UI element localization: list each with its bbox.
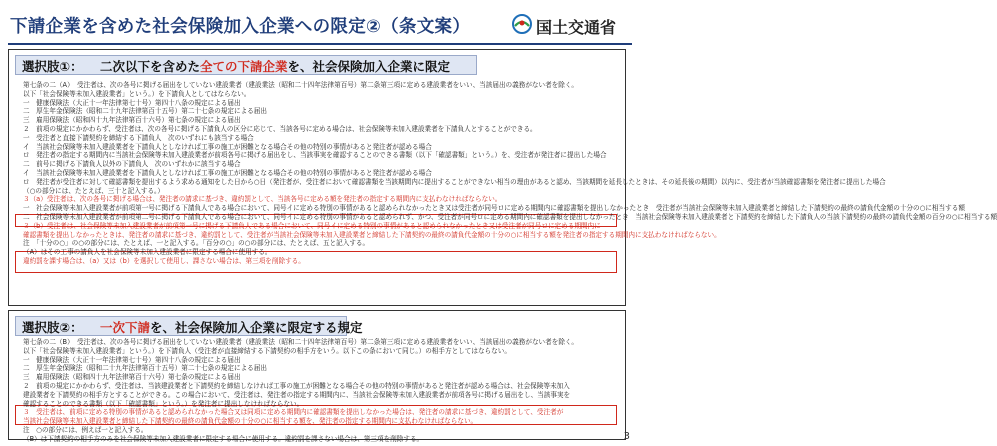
option-1-line: 注 「十分の○」の○の部分には、たとえば、一と記入する。「百分の○」の○の部分には、たとえば、五と記入する。: [23, 239, 370, 248]
option-1-line: 一 社会保険等未加入建設業者が前項第一号に掲げる下請負人である場合において、同号イに定める特別の事情があると認められなかったとき又は受注者が同号ロに定める期間内に確認書類を提出しなかったとき 受注者が当該社会保険等未加入建設業者と締結した下請契約の最終の請負代金額の十分の○に相当する額: [23, 204, 965, 213]
option-1-line: 以下「社会保険等未加入建設業者」という。）を下請負人としてはならない。: [23, 89, 251, 98]
option-2-line: （B）は下請契約の相手方のみを社会保険等未加入建設業者に限定する場合に使用する。違約罰を課さない場合は、第三項を削除する。: [23, 434, 424, 443]
option-1-line: 二 厚生年金保険法（昭和二十九年法律第百十五号）第二十七条の規定による届出: [23, 107, 267, 116]
option-1-line: 第七条の二（A） 受注者は、次の各号に掲げる届出をしていない建設業者（建設業法（昭和二十四年法律第百号）第二条第三項に定める建設業者をいい、当該届出の義務がない者を除く。: [23, 81, 578, 89]
option-1-line: イ 当該社会保険等未加入建設業者を下請負人としなければ工事の施工が困難となる場合その他の特別の事情があると発注者が認める場合: [23, 168, 432, 177]
option-1-line: （○の部分には、たとえば、三十と記入する。）: [23, 186, 164, 195]
option-2-line: 三 雇用保険法（昭和四十九年法律第百十六号）第七条の規定による届出: [23, 373, 241, 382]
option-2-line: 第七条の二（B） 受注者は、次の各号に掲げる届出をしていない建設業者（建設業法（昭和二十四年法律第百号）第二条第三項に定める建設業者をいい、当該届出の義務がない者を除く。: [23, 338, 578, 346]
option-2-line: 当該社会保険等未加入建設業者と締結した下請契約の最終の請負代金額の十分の○に相当する額を、発注者の指定する期間内に支払わなければならない。: [23, 417, 478, 426]
option-2-text: [23, 338, 621, 444]
option-2-line: ３ 受注者は、前項に定める特別の事情があると認められなかった場合又は同項に定める期間内に確認書類を提出しなかった場合は、発注者の請求に基づき、違約罰として、受注者が: [23, 408, 564, 417]
option-2-line: 以下「社会保険等未加入建設業者」という。）を下請負人（受注者が直接締結する下請契約の相手方をいう。以下この条において同じ。）の相手方としてはならない。: [23, 346, 511, 355]
option-1-line: 一 健康保険法（大正十一年法律第七十号）第四十八条の規定による届出: [23, 98, 241, 107]
option-1-heading: 二次以下を含めた全ての下請企業を、社会保険加入企業に限定: [100, 59, 451, 74]
option-1-line: 一 受注者と直接下請契約を締結する下請負人 次のいずれにも該当する場合: [23, 133, 254, 142]
option-2-line: 二 厚生年金保険法（昭和二十九年法律第百十五号）第二十七条の規定による届出: [23, 364, 267, 373]
option-1-line: 三 雇用保険法（昭和四十九年法律第百十六号）第七条の規定による届出: [23, 116, 241, 125]
option-1-line: 違約罰を課す場合は、（a）又は（b）を選択して使用し、課さない場合は、第三項を削除する。: [23, 256, 305, 265]
option-2-line: ２ 前項の規定にかかわらず、受注者は、当該建設業者と下請契約を締結しなければ工事の施工が困難となる場合その他の特別の事情があると発注者が認める場合は、社会保険等未加入: [23, 381, 570, 390]
option-2-line: 注 ○の部分には、例えば一と記入する。: [23, 425, 148, 434]
option-1-line: イ 当該社会保険等未加入建設業者を下請負人としなければ工事の施工が困難となる場合その他の特別の事情があると発注者が認める場合: [23, 142, 432, 151]
option-2-line: 確認することのできる書類（以下「確認書類」という。）を発注者に提出しなければならない。: [23, 399, 304, 408]
option-1-box: [8, 49, 997, 306]
option-1-line: 二 社会保険等未加入建設業者が前項第二号に掲げる下請負人である場合において、同号イに定める特別の事情があると認められず、かつ、受注者が同号ロに定める期間内に確認書類を提出しなかったとき 当該社会保険等未加入建設業者と下請契約を締結した下請負人の当該下請契約の最終の請負代金額の百分の○に相当する額: [23, 212, 997, 221]
page-title: 下請企業を含めた社会保険加入企業への限定②（条文案）: [10, 17, 471, 37]
option-2-box: [8, 310, 626, 443]
logo-text: 国土交通省: [536, 18, 617, 37]
option-1-line: ３（a）受注者は、次の各号に掲げる場合は、発注者の請求に基づき、違約罰として、当該各号に定める額を発注者の指定する期間内に支払わなければならない。: [23, 195, 502, 204]
option-1-header: [15, 55, 477, 75]
option-1-line: ロ 発注者の指定する期間内に当該社会保険等未加入建設業者が前項各号に掲げる届出をし、当該事実を確認することのできる書類（以下「確認書類」という。）を、受注者が発注者に提出した場合: [23, 151, 607, 160]
option-1-line: ２ 前項の規定にかかわらず、受注者は、次の各号に掲げる下請負人の区分に応じて、当該各号に定める場合は、社会保険等未加入建設業者を下請負人とすることができる。: [23, 124, 537, 133]
option-1-line: （A）はその工事の請負人を社会保険等未加入建設業者に限定する場合に使用する。: [23, 248, 272, 257]
title-underline: [8, 43, 632, 45]
page-number: 3: [623, 431, 630, 442]
option-2-header: [15, 316, 363, 336]
option-1-line: 二 前号に掲げる下請負人以外の下請負人 次のいずれかに該当する場合: [23, 160, 241, 169]
option-1-line: ロ 発注者が受注者に対して確認書類を提出するよう求める通知をした日から○日（発注者が、受注者において確認書類を当該期間内に提出することができない相当の理由があると認め、当該期間を延長したときは、その延長後の期間）以内に、受注者が当該確認書類を発注者に提出した場合: [23, 177, 886, 186]
option-1-label: 選択肢①：: [22, 59, 83, 74]
mlit-logo: [512, 12, 632, 38]
option-2-line: 建設業者を下請契約の相手方とすることができる。この場合において、受注者は、発注者の指定する期間内に、当該社会保険等未加入建設業者が前項各号に掲げる届出をし、当該事実を: [23, 390, 571, 399]
option-2-line: 一 健康保険法（大正十一年法律第七十号）第四十八条の規定による届出: [23, 355, 241, 364]
option-1-text: [23, 81, 997, 266]
option-1-line: ３（b）受注者は、社会保険等未加入建設業者が前項第一号に掲げる下請負人である場合において、同号イに定める特別の事情があると認められなかったとき又は受注者が同号ロに定める期間内に: [23, 221, 601, 230]
option-2-heading: 一次下請を、社会保険加入企業に限定する規定: [100, 320, 363, 335]
option-2-label: 選択肢②：: [22, 320, 83, 335]
mlit-logo-icon: [512, 14, 532, 34]
option-1-line: 確認書類を提出しなかったときは、発注者の請求に基づき、違約罰として、受注者が当該社会保険等未加入建設業者と締結した下請契約の最終の請負代金額の十分の○に相当する額を発注者の指定する期間内に支払わなければならない。: [23, 230, 721, 239]
